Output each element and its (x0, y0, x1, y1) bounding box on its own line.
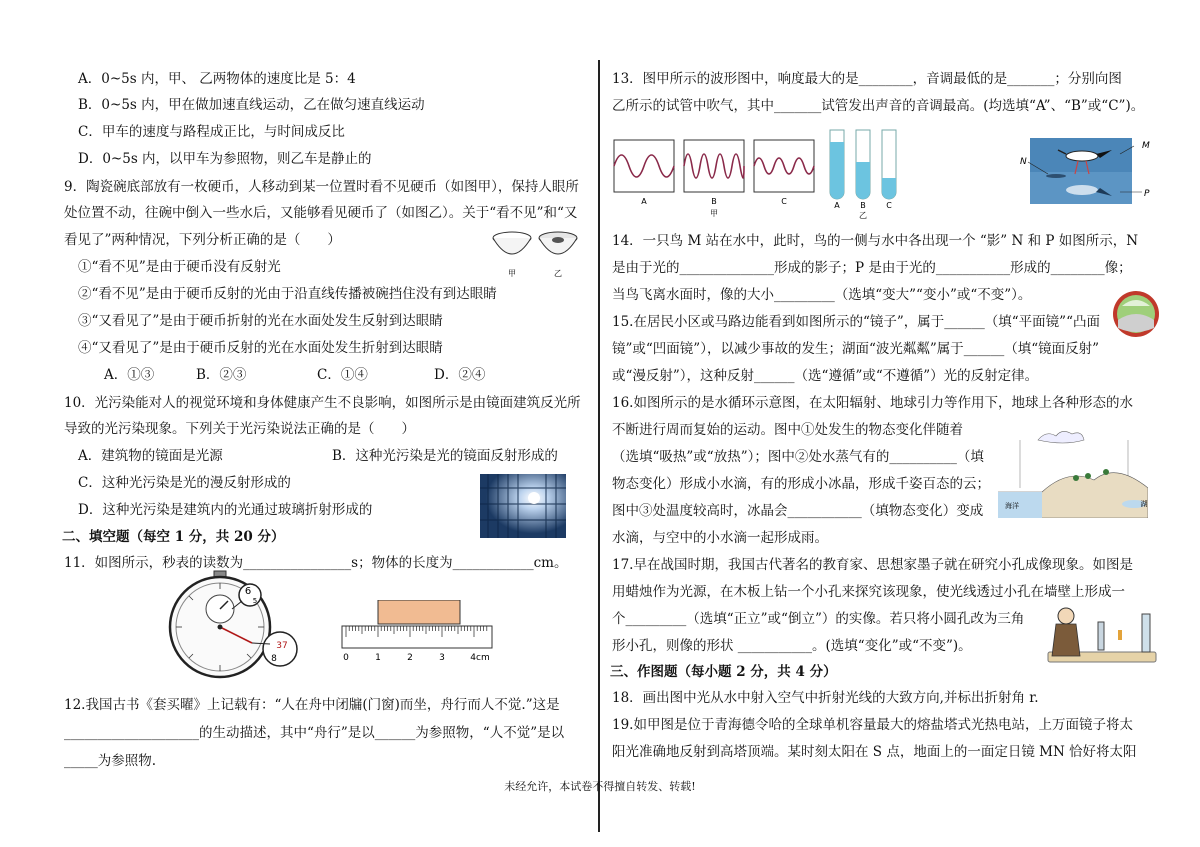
mozi-pinhole-figure (1046, 600, 1158, 668)
bird-label-p: P (1144, 189, 1150, 199)
bird-label-n: N (1020, 157, 1027, 167)
q8-option-c: C．甲车的速度与路程成正比，与时间成反比 (78, 124, 345, 140)
q9-statement-3: ③“又看见了”是由于硬币折射的光在水面处发生反射到达眼睛 (78, 313, 443, 329)
bowl-figure (490, 230, 582, 278)
stopwatch-zoom-label-5: 5 (252, 597, 258, 605)
q10-stem-line-2: 导致的光污染现象。下列关于光污染说法正确的是（ ） (64, 421, 415, 437)
tube-figure-label-yi: 乙 (859, 211, 867, 220)
stopwatch-zoom-label-8: 8 (271, 654, 277, 664)
q16-line-5: 图中③处温度较高时，冰晶会___________（填物态变化）变成 (612, 503, 984, 519)
bird-reflection-photo (1020, 134, 1154, 208)
q9-choice-d: D．②④ (434, 367, 486, 383)
stopwatch-figure (152, 569, 312, 679)
q14-line-1: 14．一只鸟 M 站在水中，此时，鸟的一侧与水中各出现一个 “影” N 和 P 如图所示，N (612, 233, 1139, 249)
q12-line-1: 12.我国古书《套买曜》上记载有：“人在舟中闭牖(门窗)而坐，舟行而人不觉.”这是 (64, 697, 560, 713)
q9-choice-a: A．①③ (104, 367, 155, 383)
ruler-label-0: 0 (343, 653, 349, 663)
bowl-label-jia: 甲 (508, 269, 516, 278)
q8-option-b: B．0~5s 内，甲在做加速直线运动，乙在做匀速直线运动 (78, 97, 425, 113)
tube-label-a: A (834, 201, 840, 210)
q11-stem: 11．如图所示，秒表的读数为________________s；物体的长度为____________cm。 (64, 555, 568, 571)
q9-stem-line-2: 处位置不动，往碗中倒入一些水后，又能够看见硬币了（如图乙）。关于“看不见”和“又 (64, 205, 578, 221)
section-3-heading: 三、作图题（每小题 2 分，共 4 分） (610, 664, 837, 680)
q10-option-a: A．建筑物的镜面是光源 (78, 448, 223, 464)
column-divider (598, 60, 600, 832)
bowl-label-yi: 乙 (554, 269, 562, 278)
q17-line-2: 用蜡烛作为光源，在木板上钻一个小孔来探究该现象，使光线透过小孔在墙壁上形成一 (612, 584, 1125, 600)
q16-line-2: 不断进行周而复始的运动。图中①处发生的物态变化伴随着 (612, 422, 963, 438)
wave-label-c: C (781, 197, 787, 206)
section-2-heading: 二、填空题（每空 1 分，共 20 分） (62, 529, 285, 545)
q10-stem-line-1: 10．光污染能对人的视觉环境和身体健康产生不良影响，如图所示是由镜面建筑反光所 (64, 395, 581, 411)
q15-line-3: 或“漫反射”），这种反射______（选“遵循”或“不遵循”）光的反射定律。 (612, 368, 1039, 384)
q15-line-2: 镜”或“凹面镜”），以减少事故的发生；湖面“波光粼粼”属于______（填“镜面反射” (612, 341, 1100, 357)
tube-label-c: C (886, 201, 892, 210)
q16-line-4: 物态变化）形成小水滴，有的形成小冰晶，形成千姿百态的云； (612, 476, 990, 492)
water-cycle-label-ocean: 海洋 (1005, 502, 1019, 510)
q9-statement-4: ④“又看见了”是由于硬币反射的光在水面处发生折射到达眼睛 (78, 340, 443, 356)
ruler-label-3: 3 (439, 653, 445, 663)
q16-line-6: 水滴，与空中的小水滴一起形成雨。 (612, 530, 828, 546)
wave-label-b: B (711, 197, 717, 206)
footer-notice: 未经允许，本试卷不得擅自转发、转载! (504, 780, 696, 793)
q10-option-c: C．这种光污染是光的漫反射形成的 (78, 475, 291, 491)
q16-line-1: 16.如图所示的是水循环示意图，在太阳辐射、地球引力等作用下，地球上各种形态的水 (612, 395, 1133, 411)
tube-label-b: B (860, 201, 866, 210)
q17-line-1: 17.早在战国时期，我国古代著名的教育家、思想家墨子就在研究小孔成像现象。如图是 (612, 557, 1133, 573)
q18-stem: 18．画出图中光从水中射入空气中折射光线的大致方向,并标出折射角 r. (612, 690, 1039, 706)
q10-option-d: D．这种光污染是建筑内的光通过玻璃折射形成的 (78, 502, 373, 518)
q14-line-2: 是由于光的______________形成的影子；P 是由于光的___________形成的________像； (612, 260, 1132, 276)
wave-figure-label-jia: 甲 (710, 209, 718, 218)
q19-line-1: 19.如甲图是位于青海德令哈的全球单机容量最大的熔盐塔式光热电站，上万面镜子将太 (612, 717, 1133, 733)
q9-choice-c: C．①④ (317, 367, 368, 383)
q13-line-1: 13．图甲所示的波形图中，响度最大的是________，音调最低的是_______；分别向图 (612, 71, 1122, 87)
q13-line-2: 乙所示的试管中吹气，其中_______试管发出声音的音调最高。(均选填“A”、“B”或“C”)。 (612, 98, 1145, 114)
q9-stem-line-3: 看见了”两种情况，下列分析正确的是（ ） (64, 232, 341, 248)
q15-line-1: 15.在居民小区或马路边能看到如图所示的“镜子”，属于______（填“平面镜”“凸面 (612, 314, 1100, 330)
test-tubes-figure (826, 126, 904, 220)
q12-line-2: ____________________的生动描述，其中“舟行”是以______为参照物，“人不觉”是以 (64, 725, 565, 741)
q8-option-a: A．0~5s 内，甲、 乙两物体的速度比是 5：4 (78, 71, 356, 87)
q9-choice-b: B．②③ (196, 367, 247, 383)
q10-option-b: B．这种光污染是光的镜面反射形成的 (332, 448, 558, 464)
bird-label-m: M (1142, 141, 1150, 151)
ruler-label-2: 2 (407, 653, 413, 663)
water-cycle-figure (998, 418, 1148, 518)
ruler-figure (340, 600, 500, 666)
q9-statement-1: ①“看不见”是由于硬币没有反射光 (78, 259, 281, 275)
ruler-label-4cm: 4cm (470, 653, 490, 663)
mirror-building-photo (480, 474, 566, 538)
wave-a (614, 140, 674, 192)
stopwatch-zoom-label-37: 37 (276, 641, 288, 651)
q16-line-3: （选填“吸热”或“放热”）；图中②处水蒸气有的__________（填 (612, 449, 984, 465)
wave-c (754, 140, 814, 192)
q17-line-3: 个_________（选填“正立”或“倒立”）的实像。若只将小圆孔改为三角 (612, 611, 1025, 627)
stopwatch-zoom-label-6: 6 (244, 586, 252, 597)
waveform-figure (612, 136, 817, 220)
convex-mirror-photo (1112, 284, 1160, 350)
q19-line-2: 阳光准确地反射到高塔顶端。某时刻太阳在 S 点，地面上的一面定日镜 MN 恰好将太阳 (612, 744, 1137, 760)
wave-b (684, 140, 744, 192)
q9-statement-2: ②“看不见”是由于硬币反射的光由于沿直线传播被碗挡住没有到达眼睛 (78, 286, 497, 302)
water-cycle-label-lake: 湖 (1140, 500, 1148, 508)
q14-line-3: 当鸟飞离水面时，像的大小_________（选填“变大”“变小”或“不变”）。 (612, 287, 1032, 303)
wave-label-a: A (641, 197, 647, 206)
q8-option-d: D．0~5s 内，以甲车为参照物，则乙车是静止的 (78, 151, 372, 167)
q12-line-3: _____为参照物. (64, 753, 157, 769)
ruler-label-1: 1 (375, 653, 381, 663)
q9-stem-line-1: 9．陶瓷碗底部放有一枚硬币，人移动到某一位置时看不见硬币（如图甲），保持人眼所 (64, 179, 579, 195)
q17-line-4: 形小孔，则像的形状 ___________。(选填“变化”或“不变”)。 (612, 638, 972, 654)
